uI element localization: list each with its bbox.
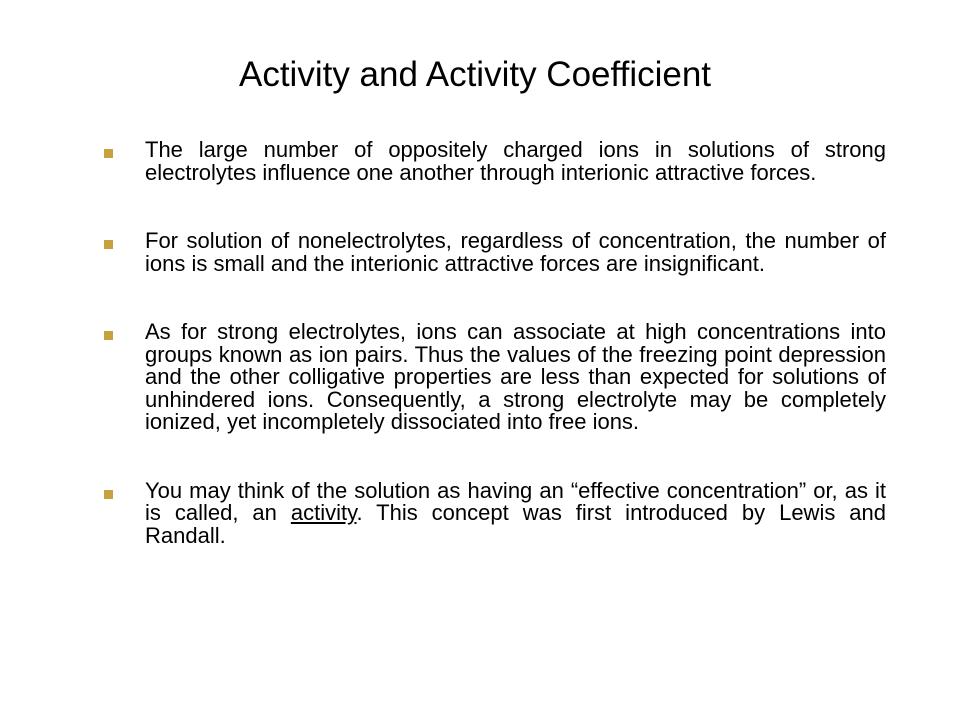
square-bullet-icon: [104, 490, 113, 499]
bullet-text-before: You may think of the solution as having an “effective concentration” or, as it is called, an: [145, 477, 886, 525]
bullet-item: [100, 139, 886, 184]
square-bullet-icon: [104, 331, 113, 340]
bullet-text: The large number of oppositely charged ions in solutions of strong electrolytes influence one another through interionic attractive forces.: [145, 137, 886, 185]
bullet-list: [100, 139, 886, 547]
bullet-text: [145, 477, 887, 548]
bullet-item: [100, 321, 886, 434]
bullet-text: For solution of nonelectrolytes, regardless of concentration, the number of ions is small and the interionic attractive forces are insignificant.: [145, 228, 886, 276]
square-bullet-icon: [104, 240, 113, 249]
bullet-text: As for strong electrolytes, ions can associate at high concentrations into groups known as ion pairs. Thus the values of the freezing point depression and the other colligative properties are less than expected for solutions of unhindered ions. Consequently, a strong electrolyte may be completely ionized, yet incompletely dissociated into free ions.: [145, 319, 886, 434]
bullet-item: [100, 477, 887, 548]
bullet-item: [100, 230, 886, 275]
square-bullet-icon: [104, 149, 113, 158]
activity-term: activity: [290, 500, 357, 525]
slide-title: Activity and Activity Coefficient: [238, 55, 712, 94]
bullet-text-after: . This concept was first introduced by Lewis and Randall.: [145, 500, 887, 548]
